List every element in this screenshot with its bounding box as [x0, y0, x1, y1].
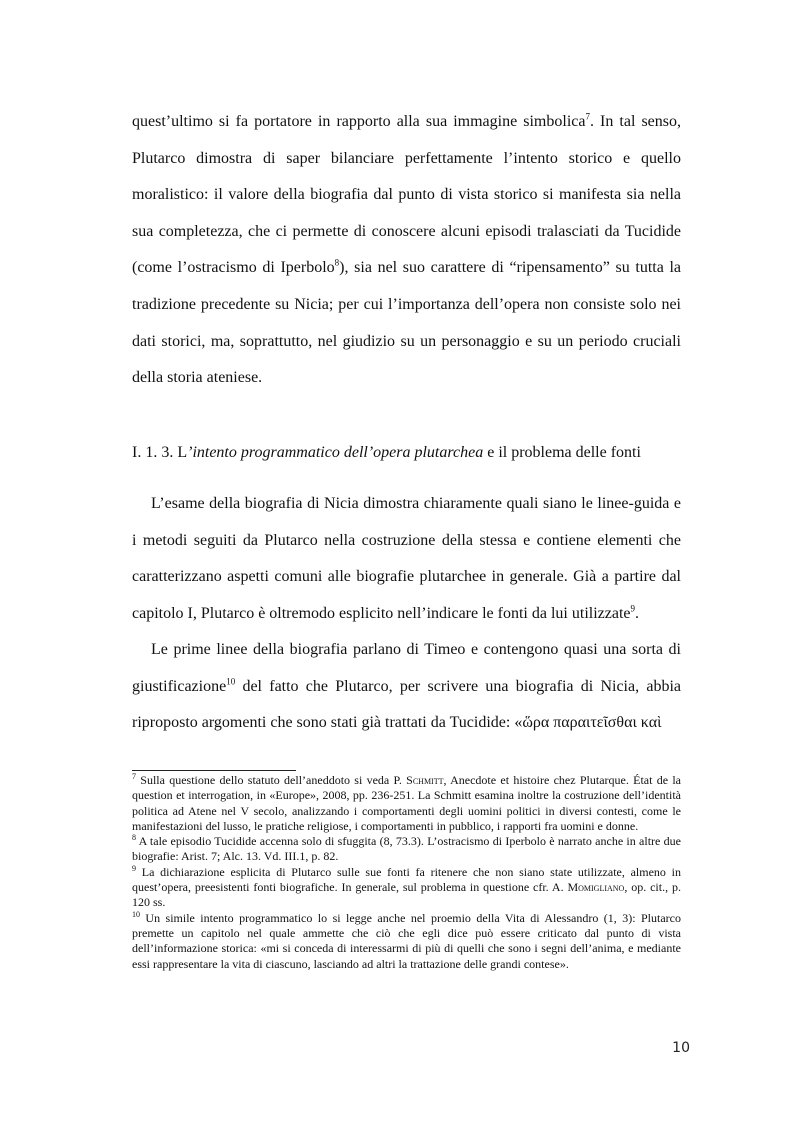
footnotes — [132, 773, 681, 972]
footnote-number: 10 — [132, 909, 140, 919]
footnote-text: Sulla questione dello statuto dell’aneddoto si veda P. — [136, 773, 407, 787]
footnote-ref-10[interactable]: 10 — [226, 676, 236, 687]
text: ), sia nel suo carattere di “ripensamento” su tutta la tradizione precedente su Nicia; per cui l’importanza dell’opera non consiste solo nei dati storici, ma, soprattutto, nel giudizio su un personaggio e su un periodo cruciali della storia ateniese. — [132, 259, 682, 387]
footnote-7 — [132, 773, 681, 834]
footnote-8 — [132, 834, 681, 865]
text: Le prime linee della biografia parlano di Timeo e contengono quasi una sorta di giustificazione — [132, 641, 681, 695]
text: quest’ultimo si fa portatore in rapporto alla sua immagine simbolica — [132, 113, 586, 130]
footnote-ref-9[interactable]: 9 — [630, 603, 635, 614]
footnote-separator — [132, 770, 296, 771]
author-name: Schmitt — [406, 773, 444, 787]
footnote-text: , Anecdote et histoire chez Plutarque. État de la question et interrogation, in «Europe», 2008, pp. 236-251. La Schmitt esamina inoltre la costruzione dell’identità politica ad Atene nel V secolo, analizzando i comportamenti degli uomini politici in diversi contesti, come le manifestazioni del lusso, le pratiche religiose, i comportamenti in pubblico, i rapporti fra uomini e donne. — [132, 773, 681, 833]
paragraph-timeo — [132, 632, 681, 742]
footnote-10 — [132, 911, 681, 972]
page-number: 10 — [672, 1040, 690, 1056]
text: . — [635, 604, 639, 622]
text: L’esame della biografia di Nicia dimostra chiaramente quali siano le linee-guida e i metodi seguiti da Plutarco nella costruzione della stessa e contiene elementi che caratterizzano aspetti comuni alle biografie plutarchee in generale. Già a partire dal capitolo I, Plutarco è oltremodo esplicito nell’indicare le fonti da lui utilizzate — [132, 495, 681, 622]
heading-lead: L — [177, 444, 188, 461]
footnote-number: 7 — [132, 772, 136, 781]
footnote-text: , op. cit., p. 120 ss. — [132, 880, 681, 910]
text: . In tal senso, Plutarco dimostra di saper bilanciare perfettamente l’intento storico e quello moralistico: il valore della biografia dal punto di vista storico si manifesta sia nella sua completezza, che ci permette di conoscere alcuni episodi tralasciati da Tucidide (come l’ostracismo di Iperbolo — [132, 113, 682, 277]
section-heading — [132, 440, 692, 466]
footnote-number: 8 — [132, 833, 136, 843]
footnote-9 — [132, 865, 681, 911]
author-name: Momigliano — [567, 880, 625, 895]
text: del fatto che Plutarco, per scrivere una biografia di Nicia, abbia riproposto argomenti che sono stati già trattati da Tucidide: «ὥρα παραιτεῖσθαι καὶ — [132, 677, 681, 732]
heading-number: I. 1. 3. — [132, 444, 178, 461]
footnote-ref-7[interactable]: 7 — [585, 111, 590, 122]
heading-rest: e il problema delle fonti — [483, 444, 641, 461]
footnote-ref-8[interactable]: 8 — [334, 258, 340, 269]
footnote-text: A tale episodio Tucidide accenna solo di sfuggita (8, 73.3). L’ostracismo di Iperbolo è narrato anche in altre due biografie: Arist. 7; Alc. 13. Vd. III.1, p. 82. — [132, 834, 681, 864]
paragraph-fonti — [132, 486, 681, 632]
footnote-number: 9 — [132, 863, 136, 873]
paragraph-continuation — [132, 104, 681, 397]
footnote-text: Un simile intento programmatico lo si legge anche nel proemio della Vita di Alessandro (1, 3): Plutarco premette un capitolo nel quale ammette che ciò che egli dice può essere criticato dal punto di vista dell’informazione storica: «mi si conceda di interessarmi di più di quelli che sono i segni dell’anima, e mediante essi rappresentare la vita di ciascuno, lasciando ad altri la trattazione delle grandi contese». — [132, 910, 681, 971]
heading-italic: ’intento programmatico dell’opera plutarchea — [187, 444, 484, 461]
footnote-text: La dichiarazione esplicita di Plutarco sulle sue fonti fa ritenere che non siano state utilizzate, almeno in quest’opera, preesistenti fonti biografiche. In generale, sul problema in questione cfr. A. — [132, 864, 681, 895]
